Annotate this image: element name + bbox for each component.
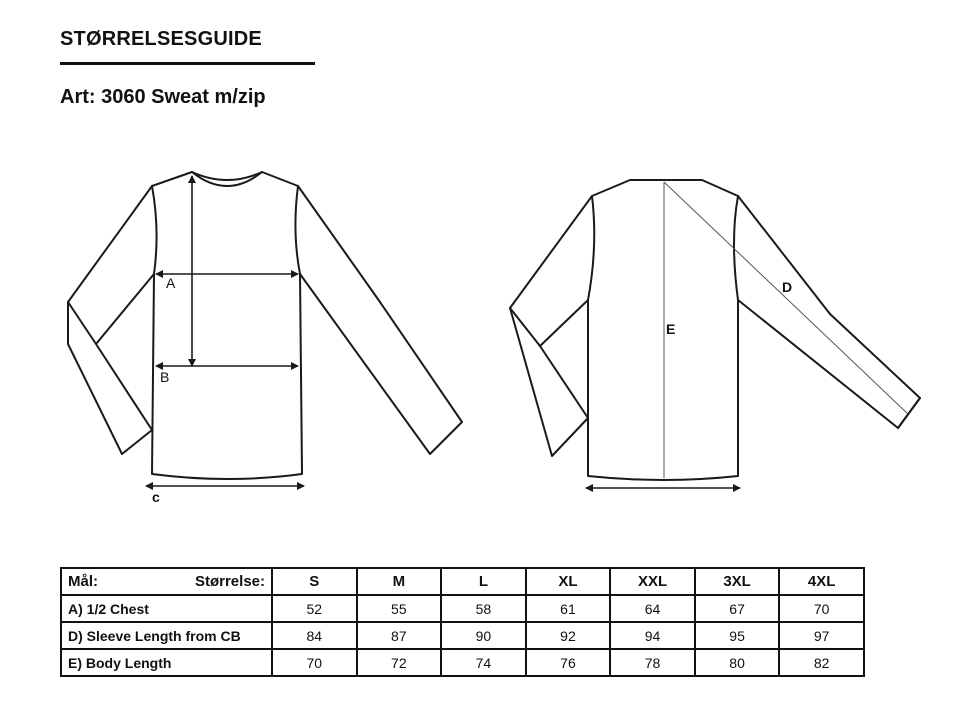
size-header: M (357, 568, 442, 595)
size-header: 4XL (779, 568, 864, 595)
table-cell: 94 (610, 622, 695, 649)
size-header: S (272, 568, 357, 595)
table-cell: 64 (610, 595, 695, 622)
article-subtitle: Art: 3060 Sweat m/zip (60, 86, 266, 108)
table-row (61, 622, 864, 649)
table-row (61, 649, 864, 676)
size-header: XL (526, 568, 611, 595)
table-cell: 67 (695, 595, 780, 622)
table-cell: 76 (526, 649, 611, 676)
label-a: A (166, 275, 176, 291)
row-label: D) Sleeve Length from CB (61, 622, 272, 649)
front-view (68, 172, 462, 505)
table-cell: 58 (441, 595, 526, 622)
label-e: E (666, 321, 676, 337)
size-header: 3XL (695, 568, 780, 595)
table-cell: 61 (526, 595, 611, 622)
table-row (61, 595, 864, 622)
label-b: B (160, 369, 170, 385)
table-cell: 95 (695, 622, 780, 649)
table-cell: 80 (695, 649, 780, 676)
table-cell: 70 (779, 595, 864, 622)
table-cell: 72 (357, 649, 442, 676)
table-cell: 90 (441, 622, 526, 649)
row-label: A) 1/2 Chest (61, 595, 272, 622)
table-cell: 92 (526, 622, 611, 649)
front-body-outline (152, 172, 302, 479)
measure-label: Mål: (68, 573, 98, 590)
header-label-cell (61, 568, 272, 595)
front-right-sleeve (298, 186, 462, 454)
size-header: XXL (610, 568, 695, 595)
back-right-sleeve (738, 196, 920, 428)
row-label: E) Body Length (61, 649, 272, 676)
table-cell: 82 (779, 649, 864, 676)
size-table (60, 567, 865, 677)
table-cell: 97 (779, 622, 864, 649)
back-right-cuff (898, 398, 920, 428)
table-cell: 78 (610, 649, 695, 676)
back-left-sleeve (510, 196, 592, 456)
measure-d-sleeve-length (664, 182, 908, 414)
table-cell: 74 (441, 649, 526, 676)
size-table-header (61, 568, 864, 595)
back-body-outline (588, 180, 738, 480)
label-c: c (152, 489, 160, 505)
back-view (510, 180, 920, 488)
front-left-cuff (68, 302, 96, 344)
size-label: Størrelse: (194, 573, 265, 590)
page-title: STØRRELSESGUIDE (60, 28, 262, 50)
table-cell: 70 (272, 649, 357, 676)
size-header: L (441, 568, 526, 595)
table-cell: 55 (357, 595, 442, 622)
table-cell: 52 (272, 595, 357, 622)
table-cell: 84 (272, 622, 357, 649)
table-cell: 87 (357, 622, 442, 649)
label-d: D (782, 279, 793, 295)
